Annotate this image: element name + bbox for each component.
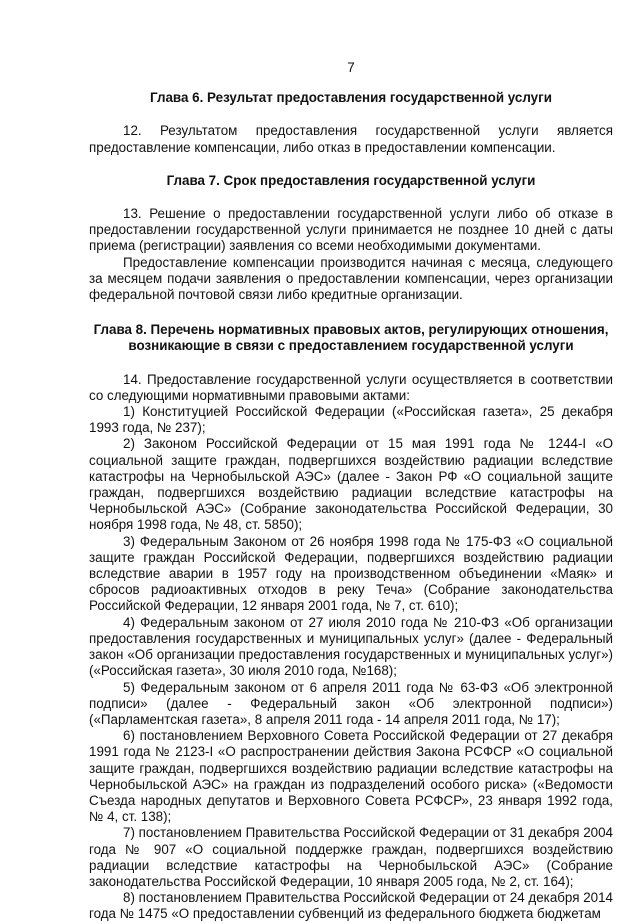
- chapter-8-heading: [89, 322, 613, 354]
- page-number: 7: [347, 60, 355, 75]
- paragraph-12: 12. Результатом предоставления государственной услуги является предоставление компенсации, либо отказ в предоставлении компенсации.: [89, 123, 613, 155]
- list-item: 2) Законом Российской Федерации от 15 мая 1991 года № 1244-I «О социальной защите граждан, подвергшихся воздействию радиации вследствие катастрофы на Чернобыльской АЭС» (далее - Закон РФ «О социальной защите граждан, подвергшихся воздействию радиации вследствие катастрофы на Чернобыльской АЭС» (Собрание законодательства Российской Федерации, 30 ноября 1998 года, № 48, ст. 5850);: [89, 436, 613, 533]
- chapter-6-heading: Глава 6. Результат предоставления государственной услуги: [150, 90, 552, 106]
- list-item: 3) Федеральным Законом от 26 ноября 1998 года № 175-ФЗ «О социальной защите граждан Российской Федерации, подвергшихся воздействию радиации вследствие аварии в 1957 году на производственном объединении «Маяк» и сбросов радиоактивных отходов в реку Теча» (Собрание законодательства Российской Федерации, 12 января 2001 года, № 7, ст. 610);: [89, 533, 613, 614]
- chapter-8-heading-line-1: Глава 8. Перечень нормативных правовых актов, регулирующих отношения,: [93, 322, 609, 338]
- list-item: 4) Федеральным законом от 27 июля 2010 года № 210-ФЗ «Об организации предоставления государственных и муниципальных услуг» (далее - Федеральный закон «Об организации предоставления государственных и муниципальных услуг») («Российская газета», 30 июля 2010 года, №168);: [89, 614, 613, 679]
- paragraph-13-compensation: Предоставление компенсации производится начиная с месяца, следующего за месяцем подачи заявления о предоставлении компенсации, через организации федеральной почтовой связи либо кредитные организации.: [89, 254, 613, 303]
- list-item: 6) постановлением Верховного Совета Российской Федерации от 27 декабря 1991 года № 2123-I «О распространении действия Закона РСФСР «О социальной защите граждан, подвергшихся воздействию радиации вследствие катастрофы на Чернобыльской АЭС» на граждан из подразделений особого риска» («Ведомости Съезда народных депутатов и Верховного Совета РСФСР», 23 января 1992 года, № 4, ст. 138);: [89, 728, 613, 825]
- list-item: 5) Федеральным законом от 6 апреля 2011 года № 63-ФЗ «Об электронной подписи» (далее - Федеральный закон «Об электронной подписи») («Парламентская газета», 8 апреля 2011 года - 14 апреля 2011 года, № 17);: [89, 679, 613, 727]
- legal-acts-list: [89, 404, 613, 923]
- list-item: 1) Конституцией Российской Федерации («Российская газета», 25 декабря 1993 года, № 237);: [89, 404, 613, 436]
- list-item: 8) постановлением Правительства Российской Федерации от 24 декабря 2014 года № 1475 «О предоставлении субвенций из федерального бюджета бюджетам: [89, 890, 613, 922]
- paragraph-14-intro: 14. Предоставление государственной услуги осуществляется в соответствии со следующими нормативными правовыми актами:: [89, 371, 613, 403]
- chapter-7-heading: Глава 7. Срок предоставления государственной услуги: [166, 172, 536, 188]
- paragraph-13: 13. Решение о предоставлении государственной услуги либо об отказе в предоставлении государственной услуги принимается не позднее 10 дней с даты приема (регистрации) заявления со всеми необходимыми документами.: [89, 206, 613, 254]
- list-item: 7) постановлением Правительства Российской Федерации от 31 декабря 2004 года № 907 «О социальной поддержке граждан, подвергшихся воздействию радиации вследствие катастрофы на Чернобыльской АЭС» (Собрание законодательства Российской Федерации, 10 января 2005 года, № 2, ст. 164);: [89, 825, 613, 889]
- chapter-8-heading-line-2: возникающие в связи с предоставлением государственной услуги: [128, 338, 574, 354]
